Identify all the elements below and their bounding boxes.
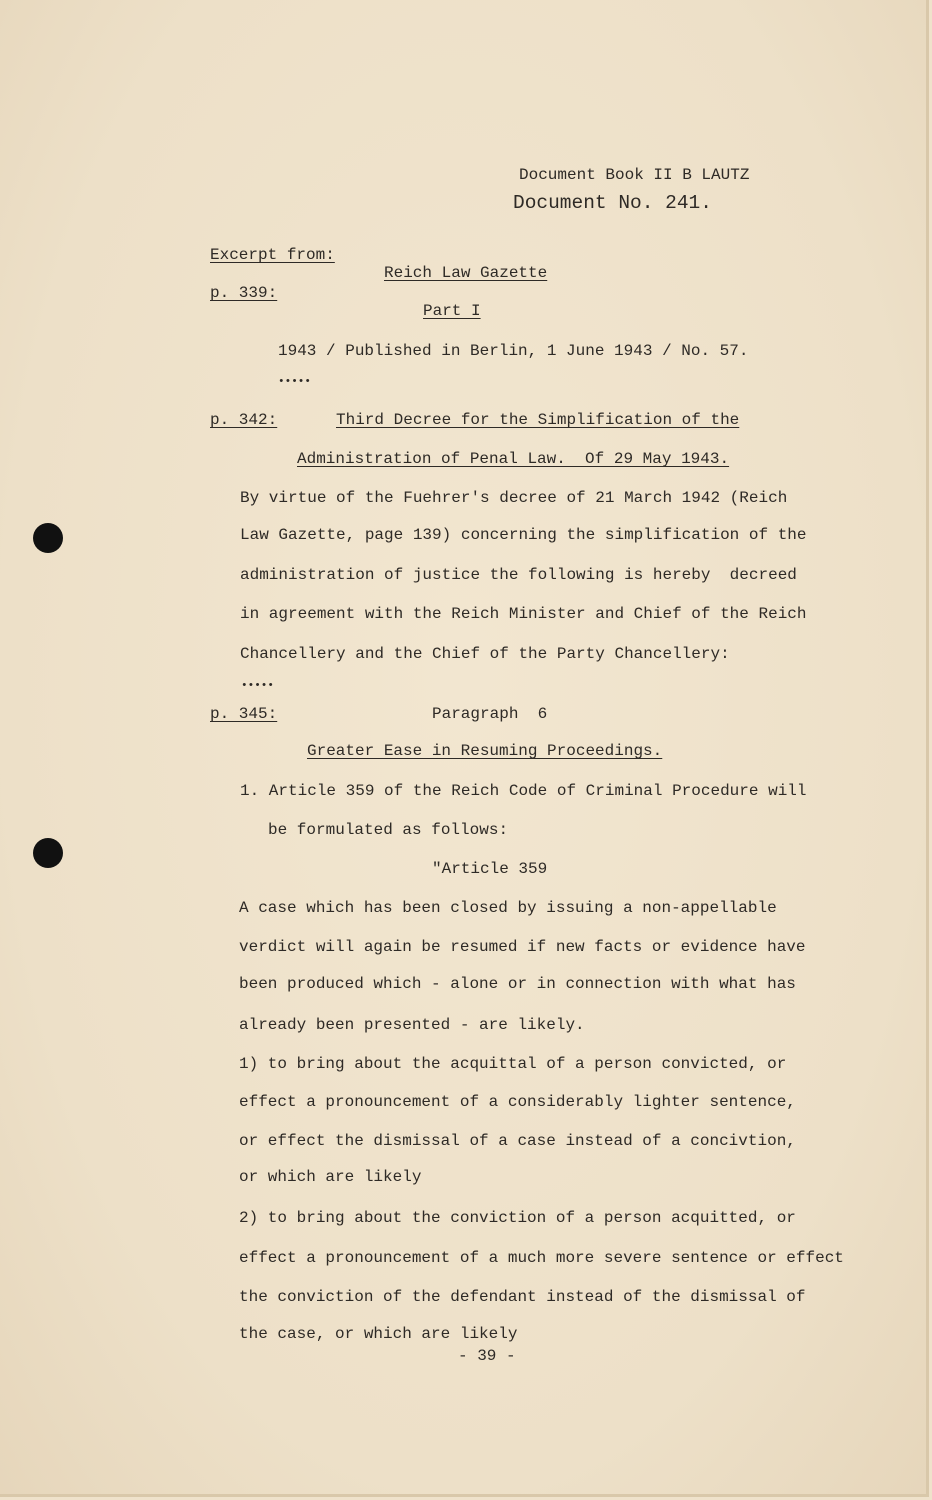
- preamble-line: Chancellery and the Chief of the Party Chancellery:: [240, 645, 730, 663]
- item1-line: 1. Article 359 of the Reich Code of Criminal Procedure will: [240, 782, 807, 800]
- article-heading: "Article 359: [432, 860, 548, 878]
- page-ref-342: p. 342:: [210, 411, 278, 429]
- article-body-line: verdict will again be resumed if new facts or evidence have: [239, 938, 806, 956]
- article-body-line: effect a pronouncement of a much more severe sentence or effect: [239, 1249, 844, 1267]
- preamble-line: Law Gazette, page 139) concerning the simplification of the: [240, 526, 807, 544]
- publication-line: 1943 / Published in Berlin, 1 June 1943 / No. 57.: [278, 342, 749, 360]
- part-label: Part I: [423, 302, 481, 320]
- article-body-line: effect a pronouncement of a considerably lighter sentence,: [239, 1093, 796, 1111]
- preamble-line: in agreement with the Reich Minister and Chief of the Reich: [240, 605, 807, 623]
- punch-hole: [33, 838, 63, 868]
- document-number: Document No. 241.: [513, 192, 712, 214]
- article-body-line: the conviction of the defendant instead of the dismissal of: [239, 1288, 806, 1306]
- paragraph-heading: Paragraph 6: [432, 705, 548, 723]
- article-body-line: the case, or which are likely: [239, 1325, 518, 1343]
- preamble-line: By virtue of the Fuehrer's decree of 21 March 1942 (Reich: [240, 489, 788, 507]
- article-body-line: A case which has been closed by issuing a non-appellable: [239, 899, 777, 917]
- decree-title-line2: Administration of Penal Law. Of 29 May 1943.: [297, 450, 730, 468]
- page-ref-339: p. 339:: [210, 284, 278, 302]
- source-title: Reich Law Gazette: [384, 264, 548, 282]
- article-body-line: or effect the dismissal of a case instead of a concivtion,: [239, 1132, 796, 1150]
- excerpt-label: Excerpt from:: [210, 246, 335, 264]
- article-body-line: 1) to bring about the acquittal of a person convicted, or: [239, 1055, 787, 1073]
- item1-line: be formulated as follows:: [268, 821, 509, 839]
- page-number: - 39 -: [458, 1347, 516, 1365]
- ellipsis: •••••: [278, 376, 312, 388]
- preamble-line: administration of justice the following is hereby decreed: [240, 566, 797, 584]
- article-body-line: 2) to bring about the conviction of a person acquitted, or: [239, 1209, 796, 1227]
- article-body-line: already been presented - are likely.: [239, 1016, 585, 1034]
- article-body-line: or which are likely: [239, 1168, 422, 1186]
- paragraph-subheading: Greater Ease in Resuming Proceedings.: [307, 742, 663, 760]
- article-body-line: been produced which - alone or in connection with what has: [239, 975, 796, 993]
- ellipsis: •••••: [241, 680, 275, 692]
- document-book-label: Document Book II B LAUTZ: [519, 166, 750, 184]
- decree-title-line1: Third Decree for the Simplification of the: [336, 411, 740, 429]
- page-ref-345: p. 345:: [210, 705, 278, 723]
- punch-hole: [33, 523, 63, 553]
